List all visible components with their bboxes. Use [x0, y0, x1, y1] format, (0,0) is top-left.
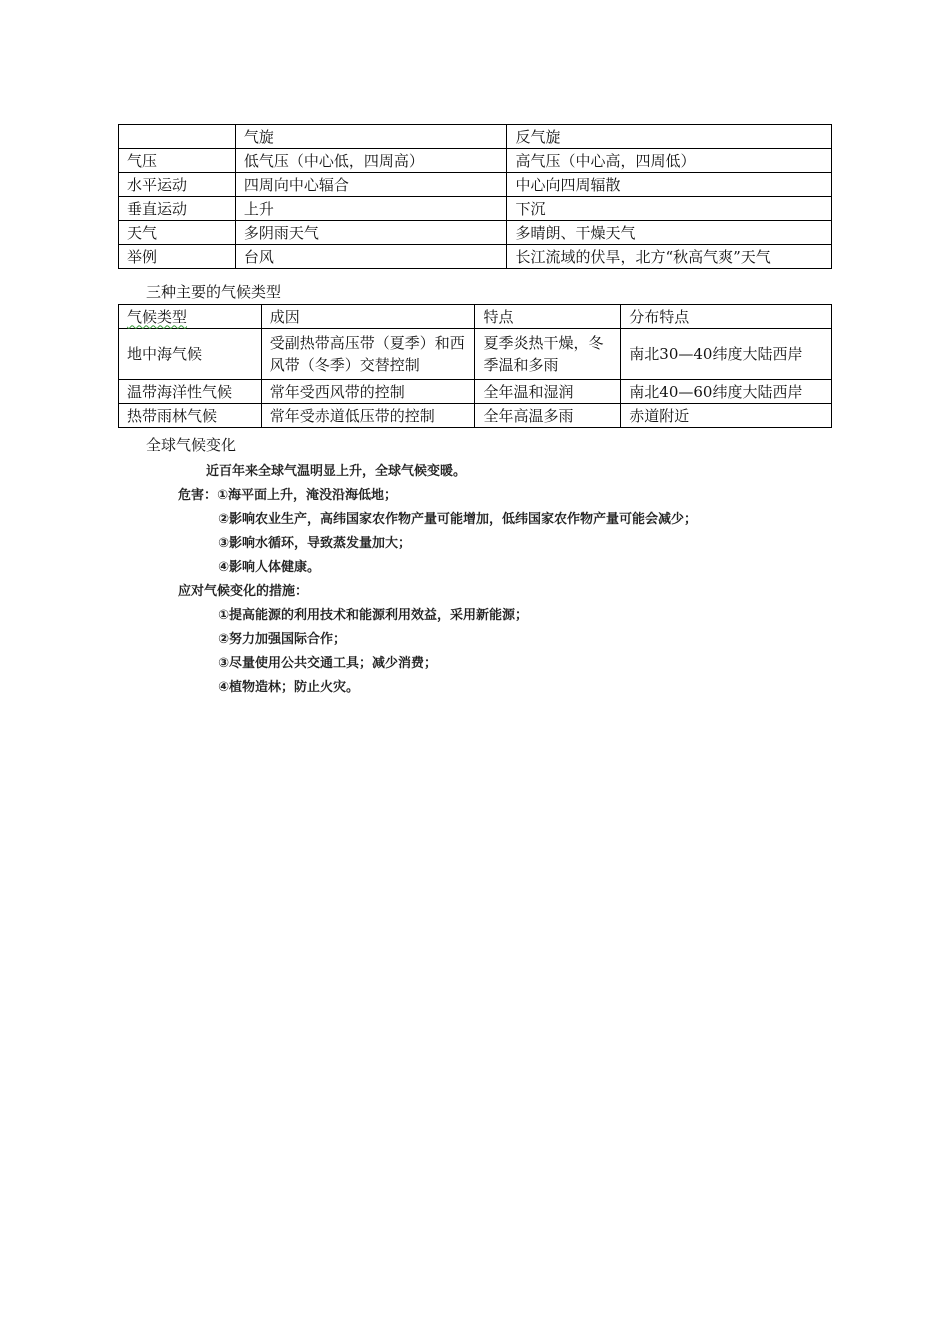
table-header-row: [119, 125, 832, 149]
table-header-cell: 特点: [475, 305, 621, 329]
table-row: [119, 329, 832, 380]
table-cell: 受副热带高压带（夏季）和西风带（冬季）交替控制: [261, 329, 475, 380]
table-cell: 高气压（中心高，四周低）: [507, 149, 832, 173]
table-cell: 地中海气候: [119, 329, 262, 380]
table-header-text: 气候类型: [127, 307, 188, 326]
measure-item: ④植物造林；防止火灾。: [218, 680, 360, 695]
table-header-cell: 反气旋: [507, 125, 832, 149]
table-cell: 举例: [119, 245, 236, 269]
table-cell: 全年温和湿润: [475, 380, 621, 404]
harm-item: ④影响人体健康。: [218, 560, 321, 575]
table-header-cell: 气旋: [235, 125, 507, 149]
table-cell: 四周向中心辐合: [235, 173, 507, 197]
table-cell: 常年受西风带的控制: [261, 380, 475, 404]
table-row: [119, 197, 832, 221]
harm-line-1: [178, 487, 397, 505]
table-row: [119, 221, 832, 245]
table-cell: 天气: [119, 221, 236, 245]
table-cell: 常年受赤道低压带的控制: [261, 404, 475, 428]
table-row: [119, 245, 832, 269]
table-cell: 南北30—40纬度大陆西岸: [621, 329, 832, 380]
table-cell: 夏季炎热干燥，冬季温和多雨: [475, 329, 621, 380]
table-cell: 多阴雨天气: [235, 221, 507, 245]
climate-types-table: [118, 304, 832, 428]
table-cell: 低气压（中心低，四周高）: [235, 149, 507, 173]
measure-item: ①提高能源的利用技术和能源利用效益，采用新能源；: [218, 608, 529, 623]
measure-item: ③尽量使用公共交通工具；减少消费；: [218, 656, 438, 671]
harm-label: 危害：: [178, 488, 218, 503]
table-cell: 气压: [119, 149, 236, 173]
global-change-intro: 近百年来全球气温明显上升，全球气候变暖。: [206, 464, 467, 479]
measures-label: 应对气候变化的措施：: [178, 584, 309, 599]
table-row: [119, 404, 832, 428]
table-cell: 中心向四周辐散: [507, 173, 832, 197]
table-cell: 南北40—60纬度大陆西岸: [621, 380, 832, 404]
table-cell: 水平运动: [119, 173, 236, 197]
cyclone-comparison-table: [118, 124, 832, 269]
harm-item: ③影响水循环，导致蒸发量加大；: [218, 536, 412, 551]
table-header-cell: 分布特点: [621, 305, 832, 329]
table-header-cell: [119, 125, 236, 149]
climate-section-title: 三种主要的气候类型: [146, 283, 282, 301]
table-cell: 长江流域的伏旱，北方“秋高气爽”天气: [507, 245, 832, 269]
table-row: [119, 173, 832, 197]
table-cell: 温带海洋性气候: [119, 380, 262, 404]
harm-item: ②影响农业生产，高纬国家农作物产量可能增加，低纬国家农作物产量可能会减少；: [218, 512, 698, 527]
table-cell: 多晴朗、干燥天气: [507, 221, 832, 245]
table-header-row: [119, 305, 832, 329]
global-change-title: 全球气候变化: [146, 436, 237, 454]
table-header-cell: [119, 305, 262, 329]
table-cell: 上升: [235, 197, 507, 221]
table-cell: 全年高温多雨: [475, 404, 621, 428]
table-cell: 赤道附近: [621, 404, 832, 428]
table-cell: 热带雨林气候: [119, 404, 262, 428]
table-cell: 垂直运动: [119, 197, 236, 221]
table-header-cell: 成因: [261, 305, 475, 329]
measure-item: ②努力加强国际合作；: [218, 632, 347, 647]
table-row: [119, 380, 832, 404]
harm-item: ①海平面上升，淹没沿海低地；: [217, 488, 398, 503]
table-cell: 下沉: [507, 197, 832, 221]
table-row: [119, 149, 832, 173]
table-cell: 台风: [235, 245, 507, 269]
